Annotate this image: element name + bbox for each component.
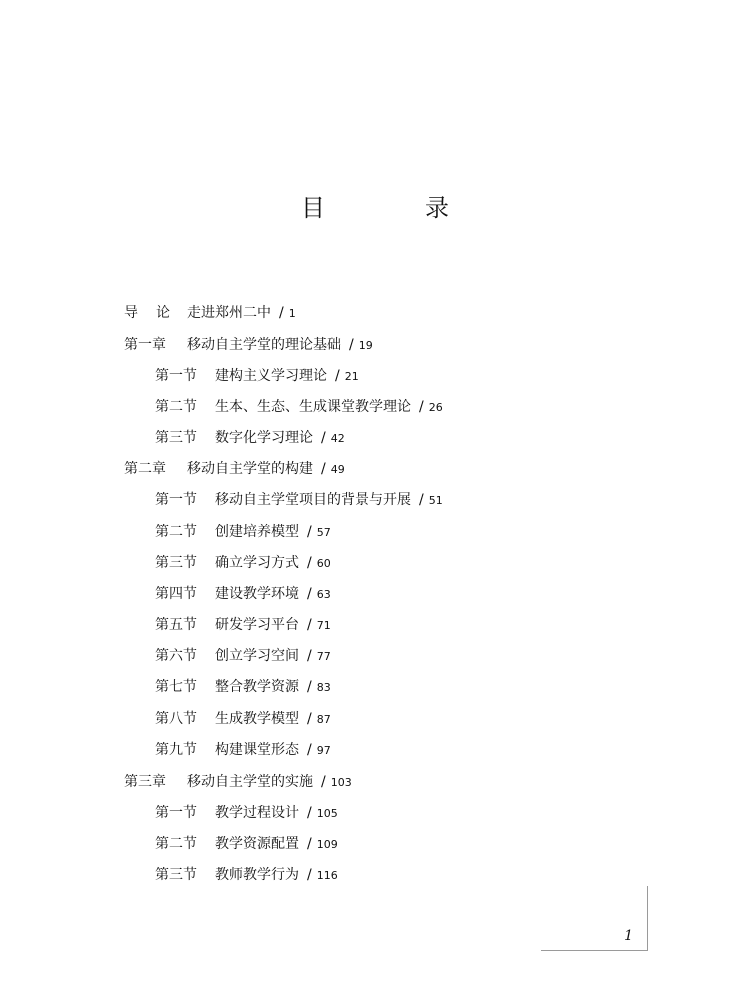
- toc-entry-title: 移动自主学堂的理论基础: [187, 337, 341, 353]
- toc-separator: /: [349, 337, 354, 353]
- toc-separator: /: [321, 430, 326, 446]
- toc-entry-title: 移动自主学堂的构建: [187, 461, 313, 477]
- toc-entry-section[interactable]: [155, 428, 345, 448]
- toc-page-number: 42: [330, 432, 345, 445]
- toc-entry-label: 第三节: [155, 430, 197, 446]
- toc-entry-label: 导论: [124, 305, 188, 321]
- toc-entry-title: 确立学习方式: [215, 555, 299, 571]
- toc-page-number: 21: [344, 370, 359, 383]
- toc-entry-section[interactable]: [155, 677, 331, 697]
- toc-entry-section[interactable]: [155, 397, 443, 417]
- toc-entry-title: 数字化学习理论: [215, 430, 313, 446]
- toc-entry-label: 第九节: [155, 742, 197, 758]
- toc-entry-label: 第三节: [155, 867, 197, 883]
- toc-entry-label: 第二节: [155, 524, 197, 540]
- toc-page-number: 1: [288, 307, 296, 320]
- page-title: 目 录: [301, 194, 487, 222]
- toc-entry-section[interactable]: [155, 740, 331, 760]
- toc-entry-label: 第二章: [124, 461, 166, 477]
- toc-separator: /: [279, 305, 284, 321]
- toc-separator: /: [307, 836, 312, 852]
- toc-separator: /: [419, 399, 424, 415]
- toc-page-number: 57: [316, 526, 331, 539]
- toc-separator: /: [307, 648, 312, 664]
- toc-entry-label: 第三节: [155, 555, 197, 571]
- toc-entry-title: 教师教学行为: [215, 867, 299, 883]
- toc-entry-title: 生成教学模型: [215, 711, 299, 727]
- toc-entry-title: 构建课堂形态: [215, 742, 299, 758]
- toc-separator: /: [321, 774, 326, 790]
- toc-entry-title: 创立学习空间: [215, 648, 299, 664]
- toc-page-number: 87: [316, 713, 331, 726]
- toc-page-number: 105: [316, 807, 338, 820]
- toc-page-number: 19: [358, 339, 373, 352]
- toc-separator: /: [307, 711, 312, 727]
- toc-entry-label: 第七节: [155, 679, 197, 695]
- toc-entry-section[interactable]: [155, 834, 338, 854]
- toc-entry-section[interactable]: [155, 646, 331, 666]
- page-number: 1: [624, 928, 633, 944]
- toc-entry-title: 走进郑州二中: [187, 305, 271, 321]
- toc-entry-label: 第一节: [155, 492, 197, 508]
- toc-entry-label: 第八节: [155, 711, 197, 727]
- toc-page-number: 60: [316, 557, 331, 570]
- toc-page-number: 26: [428, 401, 443, 414]
- toc-page-number: 51: [428, 494, 443, 507]
- toc-page-number: 77: [316, 650, 331, 663]
- toc-entry-section[interactable]: [155, 709, 331, 729]
- toc-page-number: 109: [316, 838, 338, 851]
- toc-entry-title: 移动自主学堂的实施: [187, 774, 313, 790]
- toc-entry-label: 第六节: [155, 648, 197, 664]
- toc-separator: /: [335, 368, 340, 384]
- folio-frame: [541, 886, 648, 951]
- toc-separator: /: [307, 524, 312, 540]
- toc-entry-chapter-1[interactable]: [124, 335, 373, 355]
- toc-page-number: 71: [316, 619, 331, 632]
- toc-entry-title: 教学资源配置: [215, 836, 299, 852]
- toc-separator: /: [419, 492, 424, 508]
- toc-entry-title: 整合教学资源: [215, 679, 299, 695]
- toc-separator: /: [307, 555, 312, 571]
- toc-separator: /: [321, 461, 326, 477]
- toc-page-number: 103: [330, 776, 352, 789]
- toc-entry-title: 生本、生态、生成课堂教学理论: [215, 399, 411, 415]
- toc-entry-label: 第三章: [124, 774, 166, 790]
- toc-separator: /: [307, 867, 312, 883]
- toc-entry-section[interactable]: [155, 522, 331, 542]
- toc-separator: /: [307, 586, 312, 602]
- toc-entry-title: 创建培养模型: [215, 524, 299, 540]
- toc-entry-intro[interactable]: [124, 303, 296, 323]
- toc-page-number: 116: [316, 869, 338, 882]
- toc-entry-label: 第五节: [155, 617, 197, 633]
- toc-entry-section[interactable]: [155, 553, 331, 573]
- toc-entry-label: 第一章: [124, 337, 166, 353]
- toc-entry-title: 教学过程设计: [215, 805, 299, 821]
- toc-entry-section[interactable]: [155, 803, 338, 823]
- toc-entry-label: 第二节: [155, 399, 197, 415]
- toc-entry-section[interactable]: [155, 584, 331, 604]
- toc-entry-chapter-2[interactable]: [124, 459, 345, 479]
- toc-entry-section[interactable]: [155, 490, 443, 510]
- toc-entry-chapter-3[interactable]: [124, 772, 352, 792]
- toc-page-number: 49: [330, 463, 345, 476]
- toc-page-number: 97: [316, 744, 331, 757]
- toc-page-number: 83: [316, 681, 331, 694]
- toc-entry-label: 第四节: [155, 586, 197, 602]
- toc-separator: /: [307, 679, 312, 695]
- toc-entry-label: 第一节: [155, 368, 197, 384]
- toc-separator: /: [307, 742, 312, 758]
- toc-entry-title: 建设教学环境: [215, 586, 299, 602]
- toc-page-number: 63: [316, 588, 331, 601]
- toc-entry-section[interactable]: [155, 865, 338, 885]
- toc-entry-section[interactable]: [155, 366, 359, 386]
- toc-entry-label: 第二节: [155, 836, 197, 852]
- toc-entry-title: 移动自主学堂项目的背景与开展: [215, 492, 411, 508]
- toc-separator: /: [307, 805, 312, 821]
- toc-entry-title: 建构主义学习理论: [215, 368, 327, 384]
- toc-separator: /: [307, 617, 312, 633]
- toc-entry-label: 第一节: [155, 805, 197, 821]
- toc-entry-section[interactable]: [155, 615, 331, 635]
- toc-entry-title: 研发学习平台: [215, 617, 299, 633]
